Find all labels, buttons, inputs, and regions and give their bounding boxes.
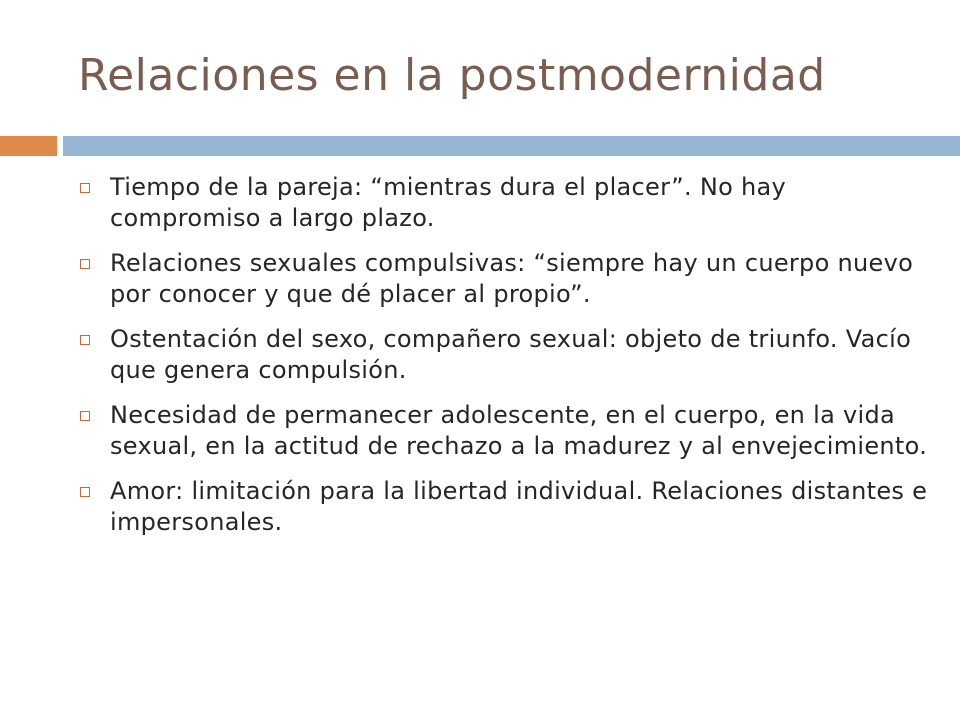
bullet-text: Relaciones sexuales compulsivas: “siempre hay un cuerpo nuevo por conocer y que dé placer al propio”. — [110, 249, 914, 308]
bullet-item — [80, 476, 930, 538]
square-bullet-icon — [80, 487, 90, 497]
square-bullet-icon — [80, 411, 90, 421]
square-bullet-icon — [80, 335, 90, 345]
slide-title: Relaciones en la postmodernidad — [78, 50, 826, 101]
bullet-item — [80, 400, 930, 462]
accent-bar-blue — [63, 136, 960, 156]
accent-bar-orange — [0, 136, 57, 156]
bullet-item — [80, 324, 930, 386]
square-bullet-icon — [80, 183, 90, 193]
square-bullet-icon — [80, 259, 90, 269]
bullet-text: Tiempo de la pareja: “mientras dura el placer”. No hay compromiso a largo plazo. — [110, 173, 787, 232]
bullet-text: Necesidad de permanecer adolescente, en el cuerpo, en la vida sexual, en la actitud de rechazo a la madurez y al envejecimiento. — [110, 401, 928, 460]
bullet-item — [80, 248, 930, 310]
bullet-list — [80, 172, 930, 552]
bullet-text: Amor: limitación para la libertad individual. Relaciones distantes e impersonales. — [110, 477, 928, 536]
bullet-text: Ostentación del sexo, compañero sexual: objeto de triunfo. Vacío que genera compulsión. — [110, 325, 912, 384]
bullet-item — [80, 172, 930, 234]
